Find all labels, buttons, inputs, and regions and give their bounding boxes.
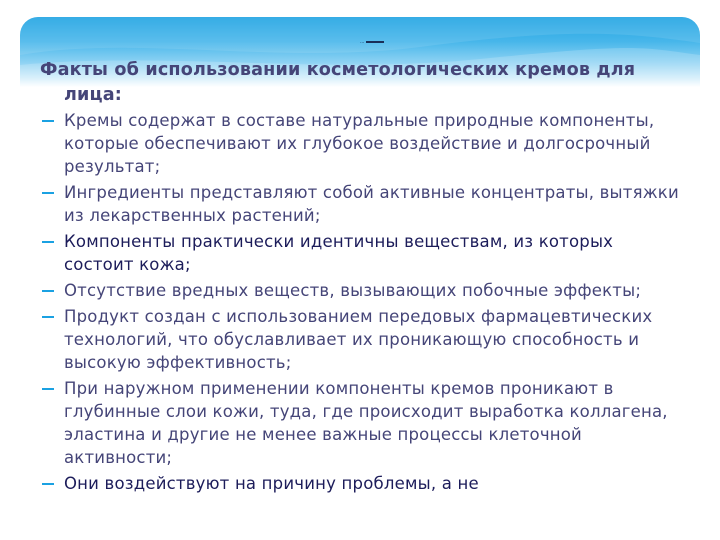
facts-list bbox=[40, 109, 680, 495]
header-caption: ... bbox=[360, 39, 384, 45]
list-item-text: Компоненты практически идентичны веществам, из которых состоит кожа; bbox=[64, 232, 614, 274]
list-item-text: При наружном применении компоненты кремов проникают в глубинные слои кожи, туда, где происходит выработка коллагена, эластина и другие не менее важные процессы клеточной активности; bbox=[64, 379, 668, 467]
slide-title: Факты об использовании косметологических кремов для лица: bbox=[40, 60, 636, 105]
list-item bbox=[40, 181, 680, 227]
list-item bbox=[40, 279, 680, 302]
list-item-text: Кремы содержат в составе натуральные природные компоненты, которые обеспечивают их глубокое воздействие и долгосрочный результат; bbox=[64, 111, 655, 176]
list-item-text: Продукт создан с использованием передовых фармацевтических технологий, что обуславливает их проникающую способность и высокую эффективность; bbox=[64, 307, 653, 372]
list-item-text: Они воздействуют на причину проблемы, а не bbox=[64, 474, 479, 493]
list-item bbox=[40, 305, 680, 374]
dash-bullet-icon bbox=[42, 316, 54, 318]
list-item bbox=[40, 230, 680, 276]
dash-bullet-icon bbox=[42, 290, 54, 292]
dash-bullet-icon bbox=[42, 192, 54, 194]
slide-content bbox=[40, 58, 680, 498]
list-item-text: Отсутствие вредных веществ, вызывающих побочные эффекты; bbox=[64, 281, 642, 300]
list-item bbox=[40, 377, 680, 469]
list-item-text: Ингредиенты представляют собой активные концентраты, вытяжки из лекарственных растений; bbox=[64, 183, 679, 225]
dash-bullet-icon bbox=[42, 241, 54, 243]
dash-bullet-icon bbox=[42, 388, 54, 390]
list-item bbox=[40, 109, 680, 178]
list-item bbox=[40, 472, 680, 495]
dash-bullet-icon bbox=[42, 483, 54, 485]
dash-bullet-icon bbox=[42, 120, 54, 122]
